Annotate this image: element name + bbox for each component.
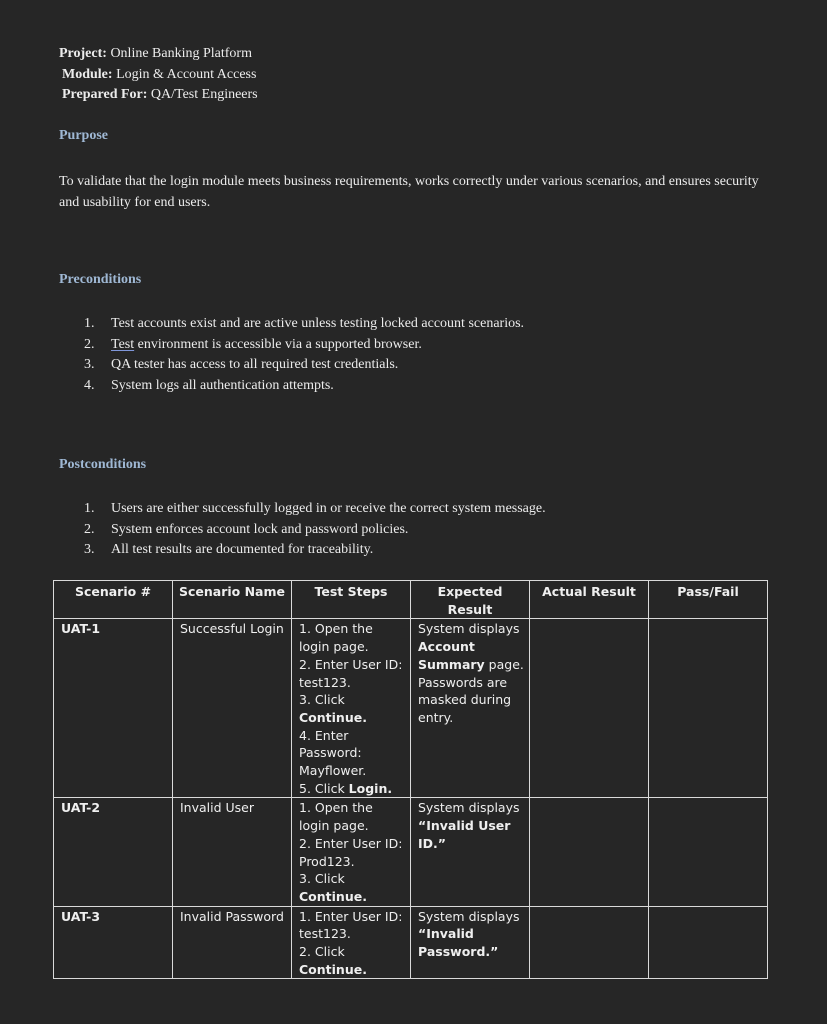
- list-item: [84, 335, 524, 356]
- list-text: All test results are documented for traceability.: [111, 542, 374, 557]
- list-item: [84, 376, 524, 397]
- test-step: 4. Enter Password: Mayflower.: [299, 727, 367, 779]
- actual-result-cell[interactable]: [530, 798, 649, 906]
- list-number: 3.: [84, 542, 95, 557]
- pass-fail-cell[interactable]: [649, 906, 768, 979]
- postconditions-list: [84, 499, 546, 561]
- purpose-text: To validate that the login module meets business requirements, works correctly under various scenarios, and ensures security and usability for end users.: [59, 174, 759, 210]
- list-item: [84, 540, 546, 561]
- postconditions-heading: Postconditions: [59, 457, 147, 472]
- list-number: 1.: [84, 501, 95, 516]
- spellcheck-marked-word[interactable]: Test: [111, 336, 135, 352]
- scenario-name-cell[interactable]: Invalid User: [173, 798, 292, 906]
- table-header-row: [54, 581, 768, 619]
- scenario-id-cell[interactable]: UAT-1: [54, 619, 173, 798]
- pass-fail-cell[interactable]: [649, 798, 768, 906]
- scenario-id-cell[interactable]: UAT-2: [54, 798, 173, 906]
- pass-fail-cell[interactable]: [649, 619, 768, 798]
- expected-result-cell[interactable]: System displays “Invalid User ID.”: [411, 798, 530, 906]
- preconditions-list: [84, 314, 524, 396]
- actual-result-cell[interactable]: [530, 906, 649, 979]
- actual-result-cell[interactable]: [530, 619, 649, 798]
- list-number: 3.: [84, 357, 95, 372]
- prepared-for-label: Prepared For:: [62, 87, 148, 102]
- scenario-id-cell[interactable]: UAT-3: [54, 906, 173, 979]
- table-row: [54, 906, 768, 979]
- scenario-name-cell[interactable]: Successful Login: [173, 619, 292, 798]
- list-text: Users are either successfully logged in or receive the correct system message.: [111, 501, 546, 516]
- test-step: 1. Open the login page.: [299, 621, 373, 655]
- module-label: Module:: [62, 66, 113, 82]
- column-header-test-steps: Test Steps: [292, 581, 411, 619]
- column-header-pass-fail: Pass/Fail: [649, 581, 768, 619]
- column-header-actual-result: Actual Result: [530, 581, 649, 619]
- purpose-heading: Purpose: [59, 128, 108, 143]
- test-step: 1. Enter User ID: test123.: [299, 908, 403, 942]
- project-line: [59, 44, 258, 65]
- document-header: [59, 44, 258, 106]
- column-header-scenario-name: Scenario Name: [173, 581, 292, 619]
- list-number: 4.: [84, 377, 95, 393]
- project-value: Online Banking Platform: [110, 46, 252, 61]
- table-row: [54, 798, 768, 906]
- list-text: Test accounts exist and are active unless testing locked account scenarios.: [111, 316, 525, 331]
- list-item: [84, 499, 546, 520]
- list-item: [84, 314, 524, 335]
- list-text-rest: environment is accessible via a supported browser.: [134, 336, 422, 352]
- list-number: 2.: [84, 336, 95, 352]
- test-step: 2. Click Continue.: [299, 944, 367, 977]
- test-steps-cell[interactable]: [292, 619, 411, 798]
- module-value: Login & Account Access: [116, 66, 257, 82]
- column-header-scenario-number: Scenario #: [54, 581, 173, 619]
- list-number: 2.: [84, 521, 95, 537]
- test-step: 2. Enter User ID: Prod123.: [299, 835, 403, 869]
- test-step: 3. Click Continue.: [299, 692, 367, 725]
- test-step: 1. Open the login page.: [299, 800, 373, 834]
- preconditions-heading: Preconditions: [59, 272, 142, 287]
- column-header-expected-result: Expected Result: [411, 581, 530, 619]
- prepared-for-line: [59, 85, 258, 106]
- list-item: [84, 520, 546, 541]
- prepared-for-value: QA/Test Engineers: [150, 87, 258, 102]
- table-row: [54, 619, 768, 798]
- module-line: [59, 65, 258, 86]
- list-text: System enforces account lock and password policies.: [111, 521, 409, 537]
- expected-result-cell[interactable]: System displays “Invalid Password.”: [411, 906, 530, 979]
- list-text: QA tester has access to all required test credentials.: [111, 357, 399, 372]
- uat-scenario-table: [53, 580, 768, 979]
- list-item: [84, 355, 524, 376]
- expected-result-cell[interactable]: System displays Account Summary page. Passwords are masked during entry.: [411, 619, 530, 798]
- list-text: [111, 335, 422, 356]
- test-steps-cell[interactable]: [292, 906, 411, 979]
- test-steps-cell[interactable]: [292, 798, 411, 906]
- test-step: 5. Click Login.: [299, 780, 393, 796]
- project-label: Project:: [59, 46, 107, 61]
- test-step: 3. Click Continue.: [299, 871, 367, 904]
- list-text: System logs all authentication attempts.: [111, 377, 334, 393]
- test-step: 2. Enter User ID: test123.: [299, 656, 403, 690]
- scenario-name-cell[interactable]: Invalid Password: [173, 906, 292, 979]
- list-number: 1.: [84, 316, 95, 331]
